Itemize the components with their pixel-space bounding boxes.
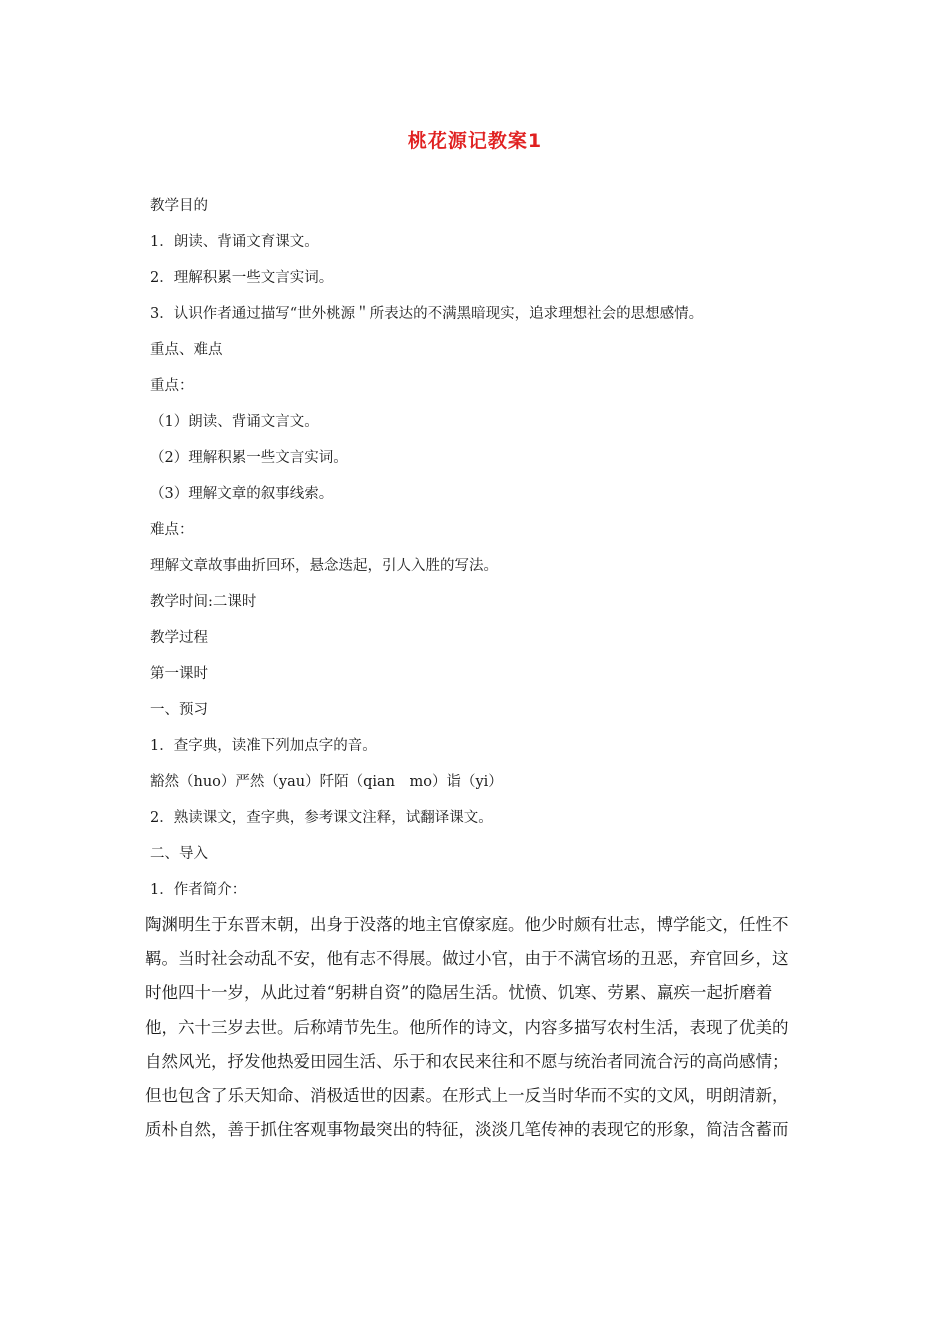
text-line: 难点：	[150, 522, 194, 538]
text-line: 教学过程	[150, 630, 208, 646]
document-title: 桃花源记教案1	[407, 130, 543, 152]
paragraph-row: 但也包含了乐天知命、消极适世的因素。在形式上一反当时华而不实的文风，明朗清新，	[145, 1085, 789, 1105]
text-line: 1．查字典，读准下列加点字的音。	[150, 738, 377, 754]
text-line: 2．熟读课文，查字典，参考课文注释，试翻译课文。	[150, 810, 493, 826]
text-line: （2）理解积累一些文言实词。	[150, 450, 348, 466]
text-line: 第一课时	[150, 666, 208, 682]
text-line: （1）朗读、背诵文言文。	[150, 414, 319, 430]
text-line: 重点：	[150, 378, 194, 394]
paragraph-row: 羁。当时社会动乱不安，他有志不得展。做过小官，由于不满官场的丑恶，弃官回乡，这	[145, 949, 789, 969]
paragraph-row: 自然风光，抒发他热爱田园生活、乐于和农民来往和不愿与统治者同流合污的高尚感情；	[145, 1051, 789, 1071]
text-line: 重点、难点	[150, 342, 223, 358]
text-line: 3．认识作者通过描写“世外桃源＂所表达的不满黑暗现实，追求理想社会的思想感情。	[150, 306, 704, 322]
paragraph-row: 陶渊明生于东晋末朝，出身于没落的地主官僚家庭。他少时颇有壮志，博学能文，任性不	[145, 915, 789, 934]
text-line: 1．作者简介：	[150, 882, 247, 898]
paragraph-row: 质朴自然，善于抓住客观事物最突出的特征，淡淡几笔传神的表现它的形象，简洁含蓄而	[145, 1120, 789, 1140]
text-line: 教学目的	[150, 198, 208, 214]
text-line: 二、导入	[150, 846, 208, 862]
text-line: 2．理解积累一些文言实词。	[150, 270, 334, 286]
text-line: 豁然（huo）严然（yau）阡陌（qian mo）诣（yi）	[150, 774, 503, 790]
text-line: 理解文章故事曲折回环，悬念迭起，引人入胜的写法。	[150, 558, 498, 574]
text-line: （3）理解文章的叙事线索。	[150, 486, 334, 502]
author-intro-paragraph	[145, 908, 810, 1147]
text-line: 一、预习	[150, 702, 208, 718]
paragraph-row: 他，六十三岁去世。后称靖节先生。他所作的诗文，内容多描写农村生活，表现了优美的	[145, 1017, 789, 1037]
paragraph-row: 时他四十一岁，从此过着“躬耕自资”的隐居生活。忧愤、饥寒、劳累、羸疾一起折磨着	[145, 983, 773, 1003]
text-line: 教学时间:二课时	[150, 594, 257, 610]
text-line: 1．朗读、背诵文育课文。	[150, 234, 319, 250]
